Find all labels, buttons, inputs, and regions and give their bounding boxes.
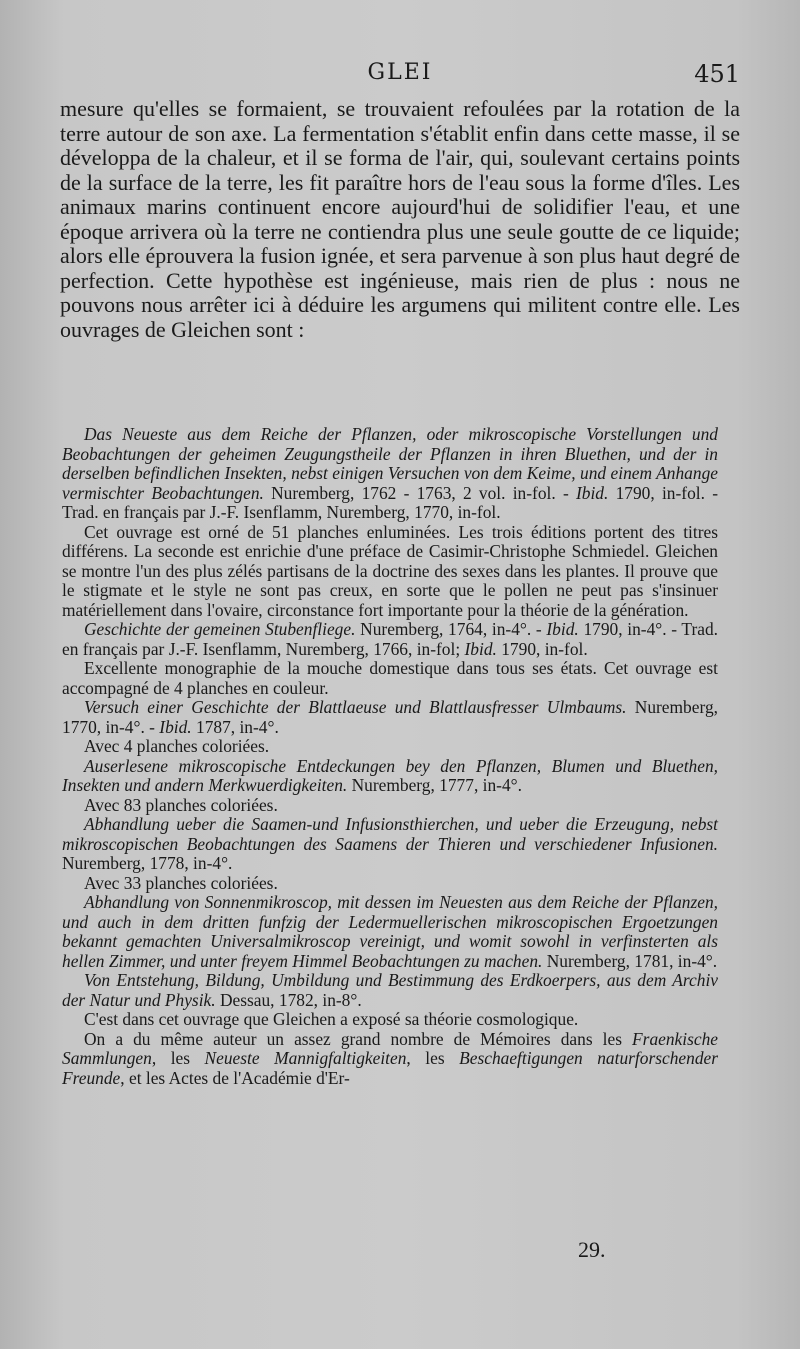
work-title: Abhandlung ueber die Saamen-und Infusionsthierchen, und ueber die Erzeugung, nebst mikroscopischen Beobachtungen des Saamens der Thieren und verschiedener Infusionen. — [62, 814, 718, 854]
intro-paragraph — [60, 97, 740, 342]
running-title: GLEI — [367, 60, 433, 85]
bibliography-entry — [62, 698, 718, 737]
work-title: Geschichte der gemeinen Stubenfliege. — [84, 619, 356, 639]
work-title: Das Neueste aus dem Reiche der Pflanzen, oder mikroscopische Vorstellungen und Beobachtungen der geheimen Zeugungstheile der Pflanzen in ihren Bluethen, und der in derselben befindlichen Insekten, nebst einigen Versuchen von dem Keime, und einem Anhange vermischter Beobachtungen. — [62, 424, 718, 503]
publication-info: 1790, in-fol. - Trad. en français par J.-F. Isenflamm, Nuremberg, 1770, in-fol. — [62, 482, 718, 522]
journal-title: Neueste Mannigfaltigkeiten — [204, 1048, 407, 1068]
publication-info: Nuremberg, 1777, in-4°. — [347, 775, 522, 795]
work-title: Versuch einer Geschichte der Blattlaeuse und Blattlausfresser Ulmbaums. — [84, 697, 627, 717]
closing-text: , les — [151, 1048, 205, 1068]
work-title: Abhandlung von Sonnenmikroscop, mit dessen im Neuesten aus dem Reiche der Pflanzen, und auch in dem dritten funfzig der Ledermuellerischen mikroscopischen Ergoetzungen bekannt gemachten Universalmikroscop vereinigt, und womit sowohl in verfinsterten als hellen Zimmer, und unter freyem Himmel Beobachtungen zu machen. — [62, 892, 718, 971]
work-title: Auserlesene mikroscopische Entdeckungen bey den Pflanzen, Blumen und Bluethen, Insekten und andern Merkwuerdigkeiten. — [62, 755, 718, 795]
page-number: 451 — [694, 60, 740, 88]
entry-note: Avec 83 planches coloriées. — [84, 794, 278, 815]
journal-title: Fraenkische Sammlungen — [62, 1028, 718, 1068]
bibliography-entry — [62, 425, 718, 523]
publication-info: 1790, in-4°. - Trad. en français par J.-F. Isenflamm, Nuremberg, 1766, in-fol; — [62, 619, 718, 659]
bibliography-entry — [62, 893, 718, 971]
ibid-mark: Ibid. — [159, 716, 192, 737]
publication-info: 1790, in-fol. — [496, 638, 588, 659]
ibid-mark: Ibid. — [464, 638, 497, 659]
publication-info: Nuremberg, 1770, in-4°. - — [62, 697, 718, 737]
bibliography-entry — [62, 757, 718, 796]
entry-note: Avec 33 planches coloriées. — [84, 872, 278, 893]
publication-info: Nuremberg, 1781, in-4°. — [542, 950, 718, 971]
closing-text: , et les Actes de l'Académie d'Er- — [120, 1067, 350, 1088]
running-header — [60, 60, 740, 100]
bibliography-entry — [62, 620, 718, 659]
publication-info: Nuremberg, 1764, in-4°. - — [355, 619, 547, 639]
closing-text: , les — [406, 1048, 460, 1068]
ibid-mark: Ibid. — [575, 482, 609, 503]
entry-note: Cet ouvrage est orné de 51 planches enluminées. Les trois éditions portent des titres différens. La seconde est enrichie d'une préface de Casimir-Christophe Schmiedel. Gleichen se montre l'un des plus zélés partisans de la doctrine des sexes dans les plantes. Il prouve que le stigmate et le style ne sont pas creux, en sorte que le pollen ne peut pas s'insinuer matériellement dans l'ovaire, circonstance fort importante pour la théorie de la génération. — [62, 521, 718, 620]
bibliography-list — [62, 425, 718, 1088]
closing-paragraph — [62, 1030, 718, 1089]
entry-note: Avec 4 planches coloriées. — [84, 736, 270, 756]
entry-note: C'est dans cet ouvrage que Gleichen a exposé sa théorie cosmologique. — [84, 1009, 579, 1029]
signature-mark: 29. — [578, 1237, 606, 1262]
publication-info: Dessau, 1782, in-8°. — [215, 989, 362, 1010]
bibliography-entry — [62, 815, 718, 874]
publication-info: 1787, in-4°. — [191, 716, 279, 737]
closing-text: On a du même auteur un assez grand nombre de Mémoires dans les — [84, 1028, 633, 1049]
journal-title: Beschaeftigungen naturforschender Freunde — [62, 1048, 718, 1088]
publication-info: Nuremberg, 1778, in-4°. — [62, 853, 233, 873]
entry-note: Excellente monographie de la mouche domestique dans tous ses états. Cet ouvrage est accompagné de 4 planches en couleur. — [62, 658, 718, 698]
work-title: Von Entstehung, Bildung, Umbildung und Bestimmung des Erdkoerpers, aus dem Archiv der Natur und Physik. — [62, 970, 718, 1010]
ibid-mark: Ibid. — [546, 619, 579, 639]
publication-info: Nuremberg, 1762 - 1763, 2 vol. in-fol. - — [263, 482, 576, 503]
intro-text: mesure qu'elles se formaient, se trouvaient refoulées par la rotation de la terre autour de son axe. La fermentation s'établit enfin dans cette masse, il se développa de la chaleur, et il se forma de l'air, qui, soulevant certains points de la surface de la terre, les fit paraître hors de l'eau sous la forme d'îles. Les animaux marins continuent encore aujourd'hui de solidifier l'eau, et une époque arrivera où la terre ne contiendra plus une seule goutte de ce liquide; alors elle éprouvera la fusion ignée, et sera parvenue à son plus haut degré de perfection. Cette hypothèse est ingénieuse, mais rien de plus : nous ne pouvons nous arrêter ici à déduire les argumens qui militent contre elle. Les ouvrages de Gleichen sont : — [60, 96, 740, 342]
bibliography-entry — [62, 971, 718, 1010]
